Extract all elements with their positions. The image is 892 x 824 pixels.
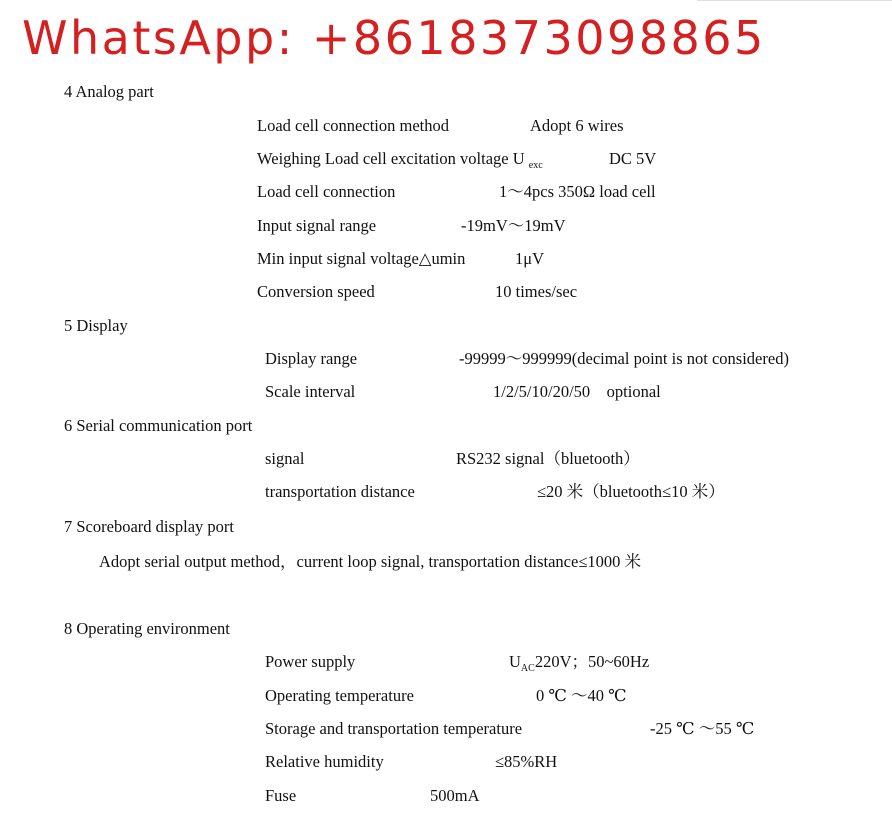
- spec-value: RS232 signal（bluetooth）: [456, 449, 640, 468]
- top-divider: [697, 0, 892, 1]
- spec-label-text: Weighing Load cell excitation voltage U: [257, 149, 525, 168]
- spec-label: Power supply: [265, 652, 356, 671]
- spec-label: [257, 149, 543, 172]
- section-title-display: 5 Display: [64, 316, 128, 335]
- spec-value: 10 times/sec: [495, 282, 578, 301]
- spec-value: ≤20 米（bluetooth≤10 米）: [537, 482, 725, 501]
- spec-value: Adopt 6 wires: [530, 116, 624, 135]
- spec-value: 1～4pcs 350Ω load cell: [499, 182, 656, 201]
- spec-label: signal: [265, 449, 305, 468]
- spec-value: 0 ℃ ～40 ℃: [536, 686, 627, 705]
- section-title-environment: 8 Operating environment: [64, 619, 230, 638]
- scoreboard-description: Adopt serial output method，current loop signal, transportation distance≤1000 米: [99, 552, 641, 571]
- spec-label: Input signal range: [257, 216, 377, 235]
- spec-label: Load cell connection: [257, 182, 396, 201]
- spec-value-text: 220V；50~60Hz: [534, 652, 650, 671]
- section-title-scoreboard: 7 Scoreboard display port: [64, 517, 235, 536]
- spec-label: Display range: [265, 349, 358, 368]
- spec-label-subscript: exc: [528, 160, 543, 171]
- spec-value: 1/2/5/10/20/50 optional: [493, 382, 661, 401]
- spec-value: [509, 652, 649, 675]
- spec-label: Load cell connection method: [257, 116, 449, 135]
- spec-label: Relative humidity: [265, 752, 384, 771]
- spec-label: transportation distance: [265, 482, 415, 501]
- whatsapp-banner: WhatsApp: +8618373098865: [22, 11, 766, 65]
- spec-value-prefix: U: [509, 652, 521, 671]
- spec-value: -99999～999999(decimal point is not considered): [459, 349, 789, 368]
- spec-value-subscript: AC: [520, 663, 535, 674]
- spec-label: Fuse: [265, 786, 297, 805]
- spec-label: Min input signal voltage△umin: [257, 249, 466, 268]
- spec-value: DC 5V: [609, 149, 657, 168]
- spec-label: Storage and transportation temperature: [265, 719, 523, 738]
- spec-label: Scale interval: [265, 382, 356, 401]
- spec-value: 1μV: [515, 249, 545, 268]
- spec-value: -19mV～19mV: [461, 216, 566, 235]
- section-title-serial: 6 Serial communication port: [64, 416, 253, 435]
- spec-label: Conversion speed: [257, 282, 375, 301]
- spec-value: 500mA: [430, 786, 480, 805]
- section-title-analog: 4 Analog part: [64, 82, 154, 101]
- spec-value: -25 ℃ ～55 ℃: [650, 719, 755, 738]
- spec-label: Operating temperature: [265, 686, 414, 705]
- spec-value: ≤85%RH: [495, 752, 558, 771]
